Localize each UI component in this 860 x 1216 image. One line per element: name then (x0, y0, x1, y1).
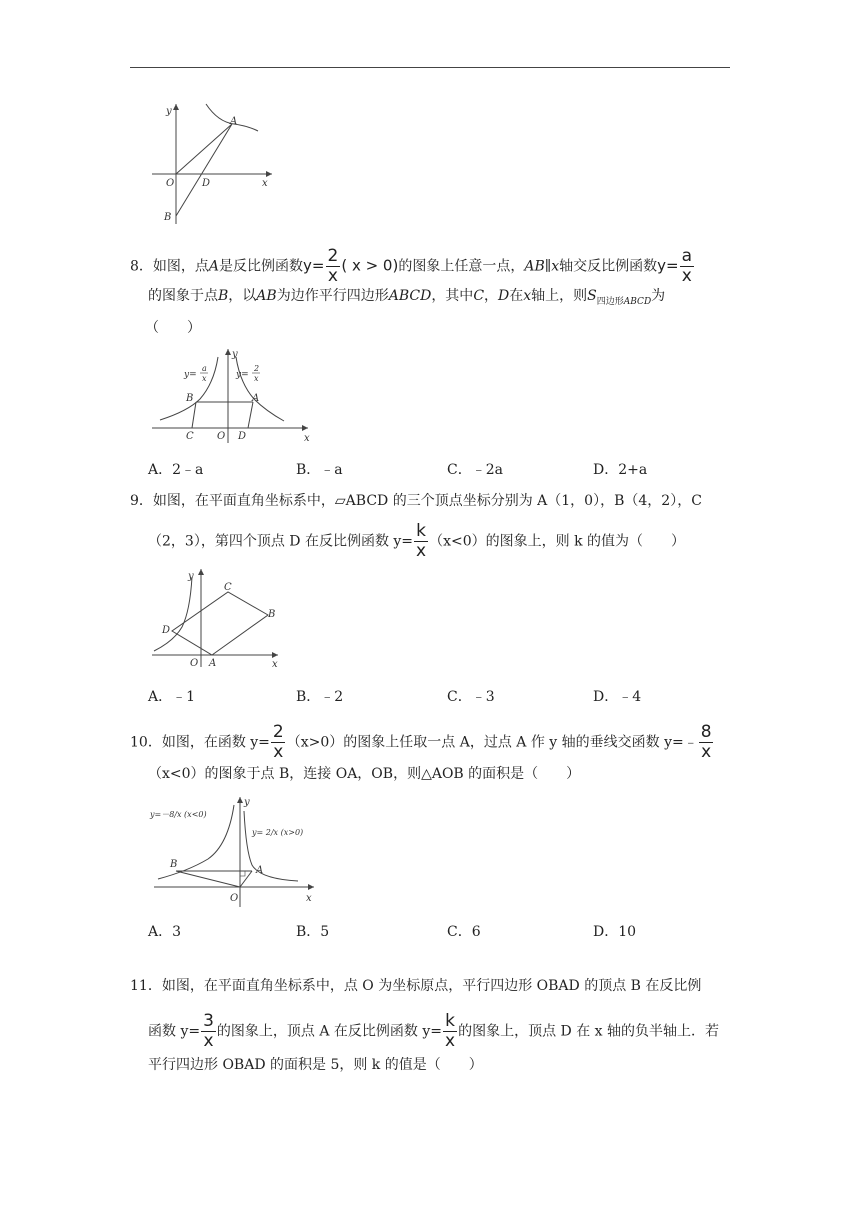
q8-text: 的图象上任意一点， (398, 258, 525, 275)
q8-fig-x: x (304, 433, 310, 444)
q8-fig-ya: y= (184, 370, 197, 380)
q11-line3 (148, 1055, 483, 1075)
q8-fig-two: 2 (254, 364, 260, 373)
q8-var-x: x (551, 258, 560, 275)
q8-text: 的图象于点 (148, 288, 218, 304)
q8-var-abcd: ABCD (388, 288, 432, 304)
q10-text: 10．如图，在函数 y= (130, 734, 270, 751)
q9-option-c[interactable]: C．﹣3 (447, 689, 495, 705)
q10-fig-y: y (244, 797, 250, 808)
q9-frac-num: k (416, 521, 426, 541)
q9-fig-c: C (224, 582, 232, 593)
q7-label-b: B (164, 212, 172, 223)
q8-answer-paren (145, 318, 201, 338)
q8-line2 (148, 286, 665, 312)
q11-frac2-den: x (445, 1031, 456, 1051)
q8-frac1-den: x (327, 266, 338, 286)
q8-frac1-num: 2 (327, 246, 339, 266)
q7-label-a: A (230, 116, 238, 127)
q11-frac1-den: x (203, 1031, 214, 1051)
q10-fig-left-label: y=－8/x (x<0) (150, 810, 207, 819)
q8-fig-x2: x (254, 374, 259, 383)
q11-text: 函数 y= (148, 1023, 201, 1040)
q8-y-eq: y= (657, 256, 679, 275)
q9-fig-b: B (268, 609, 276, 620)
q8-sub-text: 四边形 (596, 296, 624, 307)
q11-text: 11．如图，在平面直角坐标系中，点 O 为坐标原点，平行四边形 OBAD 的顶点 B 在反比例 (130, 978, 702, 994)
q9-fraction-k-over-x (414, 522, 428, 561)
q8-text: 为 (651, 288, 666, 304)
q9-fig-a: A (209, 658, 217, 669)
q8-fig-y2: y= (236, 370, 249, 380)
q8-fraction-a-over-x (680, 247, 694, 286)
q10-fig-o: O (230, 893, 239, 904)
header-rule (130, 67, 730, 68)
q8-fig-xa: x (202, 374, 207, 383)
q10-frac2-num: 8 (700, 722, 712, 742)
q8-fig-yaxis: y (232, 349, 238, 360)
q9-figure (148, 563, 284, 669)
q8-fig-a: a (202, 364, 207, 373)
q8-figure (148, 345, 314, 445)
q10-fig-a: A (256, 865, 264, 876)
q9-line1 (130, 491, 702, 511)
q10-frac2-den: x (701, 742, 712, 762)
q8-text: ， (484, 288, 499, 304)
q10-option-c[interactable]: C．6 (447, 924, 481, 940)
q11-text: 的图象上，顶点 D 在 x 轴的负半轴上．若 (458, 1023, 720, 1040)
q8-option-a[interactable]: A．2﹣a (148, 462, 204, 478)
q8-y-eq: y= (303, 256, 325, 275)
q9-text: 9．如图，在平面直角坐标系中，▱ABCD 的三个顶点坐标分别为 A（1，0），B（4，2），C (130, 493, 702, 509)
q10-line2 (148, 764, 580, 784)
q10-fraction-2-over-x (271, 723, 286, 762)
q8-s-subscript (597, 297, 651, 307)
q10-fraction-8-over-x (699, 723, 714, 762)
q7-label-x: x (262, 178, 268, 189)
q7-label-o: O (166, 178, 175, 189)
q10-fig-right-label: y= 2/x (x>0) (252, 828, 304, 837)
q11-fraction-k-over-x (443, 1012, 457, 1051)
q9-fig-x: x (272, 659, 278, 669)
q7-label-d: D (202, 178, 211, 189)
q8-text: 轴交反比例函数 (559, 258, 658, 275)
q8-var-x: x (523, 288, 532, 304)
q9-option-b[interactable]: B．﹣2 (296, 689, 344, 705)
q9-fig-d: D (162, 625, 171, 636)
q8-text: 如图，点 (152, 258, 209, 275)
q9-option-a[interactable]: A．﹣1 (148, 689, 196, 705)
q8-line1 (130, 247, 695, 286)
q9-option-d[interactable]: D．﹣4 (593, 689, 642, 705)
q10-line1 (130, 723, 715, 762)
q10-fig-x: x (306, 893, 312, 904)
q8-option-b[interactable]: B．﹣a (296, 462, 343, 478)
q8-fig-c: C (186, 431, 194, 442)
q9-text: （x<0）的图象上，则 k 的值为（ ） (429, 533, 686, 550)
q8-fig-b: B (186, 393, 194, 404)
q11-fraction-3-over-x (201, 1012, 216, 1051)
q8-var-c: C (473, 288, 485, 304)
q10-option-b[interactable]: B．5 (296, 924, 330, 940)
q10-option-a[interactable]: A．3 (148, 924, 182, 940)
q8-sub-abcd: ABCD (623, 296, 652, 307)
q10-frac1-num: 2 (272, 722, 284, 742)
q10-frac1-den: x (273, 742, 284, 762)
q8-fig-a-pt: A (252, 393, 260, 404)
q9-line2 (148, 522, 685, 561)
q11-line2 (148, 1012, 719, 1051)
q8-frac2-den: x (681, 266, 692, 286)
q9-frac-den: x (416, 541, 427, 561)
q7-figure (148, 98, 278, 228)
q8-text: ，以 (228, 288, 257, 304)
q11-text: 平行四边形 OBAD 的面积是 5，则 k 的值是（ ） (148, 1057, 483, 1073)
q11-frac2-num: k (445, 1011, 455, 1031)
q8-var-a: A (208, 258, 220, 275)
q8-var-ab: AB (256, 288, 277, 304)
q8-fig-d: D (238, 431, 247, 442)
q8-text: 为边作平行四边形 (276, 288, 389, 304)
q8-fraction-2-over-x (326, 247, 341, 286)
q10-text: （x>0）的图象上任取一点 A，过点 A 作 y 轴的垂线交函数 y=﹣ (286, 734, 698, 751)
q10-option-d[interactable]: D．10 (593, 924, 637, 940)
q8-text: ，其中 (431, 288, 474, 304)
q11-text: 的图象上，顶点 A 在反比例函数 y= (216, 1023, 443, 1040)
q8-text: 在 (509, 288, 524, 304)
q10-figure (148, 795, 320, 909)
q8-paren: （ ） (145, 320, 201, 336)
q8-option-c[interactable]: C．﹣2a (447, 462, 503, 478)
q9-text: （2，3），第四个顶点 D 在反比例函数 y= (148, 533, 414, 550)
q8-var-ab: AB (524, 258, 545, 275)
q7-label-y: y (166, 106, 172, 117)
q8-var-s: S (587, 288, 597, 304)
q9-fig-y: y (188, 571, 194, 582)
q8-frac2-num: a (681, 246, 692, 266)
q11-frac1-num: 3 (203, 1011, 214, 1031)
q8-parallel: ∥ (544, 258, 552, 275)
q9-fig-o: O (190, 658, 199, 669)
q8-number: 8． (130, 258, 153, 275)
q8-condition: ( x > 0) (341, 256, 399, 275)
q10-fig-b: B (170, 859, 178, 870)
q8-option-d[interactable]: D．2+a (593, 462, 648, 478)
q8-fig-o: O (217, 431, 226, 442)
q8-var-d: D (498, 288, 510, 304)
q10-text: （x<0）的图象于点 B，连接 OA，OB，则△AOB 的面积是（ ） (148, 766, 581, 782)
q11-line1 (130, 976, 701, 996)
q8-text: 是反比例函数 (219, 258, 304, 275)
q8-var-b: B (218, 288, 229, 304)
q8-text: 轴上，则 (531, 288, 588, 304)
